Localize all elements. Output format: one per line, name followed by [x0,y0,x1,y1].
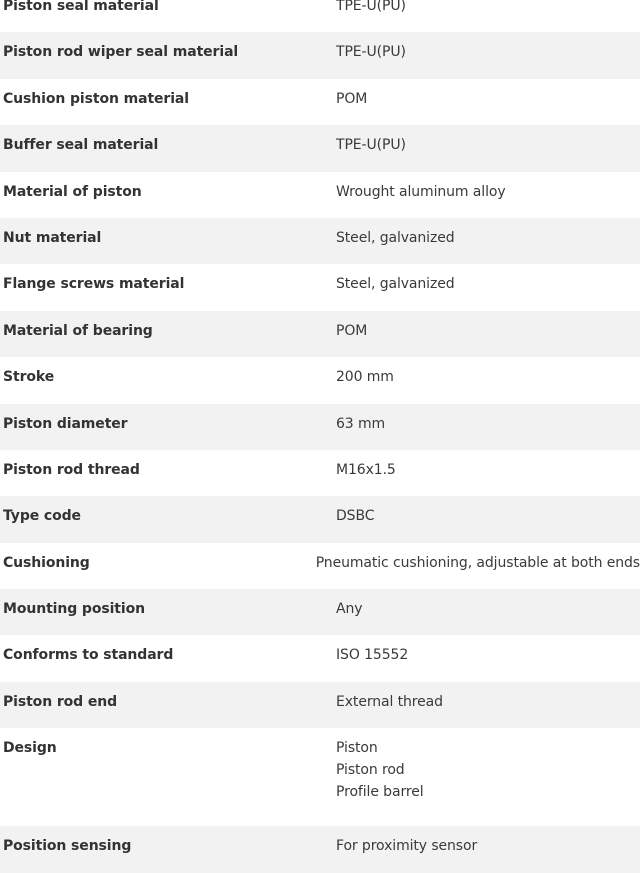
spec-label: Piston rod wiper seal material [3,44,239,61]
spec-label: Conforms to standard [3,647,174,664]
spec-value: POM [336,322,368,339]
spec-label: Position sensing [3,838,132,855]
spec-row [0,682,640,728]
spec-row [0,79,640,125]
spec-value: TPE-U(PU) [336,137,406,154]
spec-row [0,0,640,32]
spec-label: Cushioning [3,554,90,571]
spec-value: TPE-U(PU) [336,44,406,61]
spec-row [0,125,640,171]
spec-value: POM [336,90,368,107]
spec-label: Cushion piston material [3,90,189,107]
spec-value: 200 mm [336,369,394,386]
spec-label: Flange screws material [3,276,185,293]
spec-value: For proximity sensor [336,838,478,855]
spec-value-list [336,740,640,803]
spec-label: Stroke [3,369,55,386]
spec-label: Piston seal material [3,0,159,14]
spec-row [0,543,640,589]
spec-row [0,357,640,403]
spec-row [0,728,640,826]
spec-value: M16x1.5 [336,461,396,478]
spec-row [0,218,640,264]
spec-row [0,589,640,635]
spec-label: Piston rod thread [3,461,140,478]
spec-value-line: Profile barrel [336,784,424,801]
spec-row [0,496,640,542]
spec-value: Any [336,601,363,618]
spec-value: 63 mm [336,415,386,432]
spec-value: TPE-U(PU) [336,0,406,14]
spec-row [0,311,640,357]
spec-row [0,635,640,681]
spec-value: External thread [336,693,443,710]
spec-label: Nut material [3,229,102,246]
spec-row [0,404,640,450]
spec-value: Steel, galvanized [336,229,455,246]
spec-row [0,450,640,496]
spec-value: Pneumatic cushioning, adjustable at both ends [315,554,640,571]
spec-value-line: Piston [336,740,378,757]
spec-label: Material of bearing [3,322,153,339]
spec-row [0,32,640,78]
spec-value: DSBC [336,508,375,525]
spec-value: Steel, galvanized [336,276,455,293]
spec-value: ISO 15552 [336,647,409,664]
spec-label: Type code [3,508,81,525]
spec-label: Material of piston [3,183,142,200]
spec-label: Buffer seal material [3,137,159,154]
spec-label: Piston diameter [3,415,128,432]
spec-label: Piston rod end [3,693,118,710]
spec-label: Mounting position [3,601,145,618]
spec-value-line: Piston rod [336,762,405,779]
spec-row [0,264,640,310]
spec-row [0,172,640,218]
spec-label: Design [3,740,57,757]
spec-row [0,826,640,872]
spec-value: Wrought aluminum alloy [336,183,506,200]
